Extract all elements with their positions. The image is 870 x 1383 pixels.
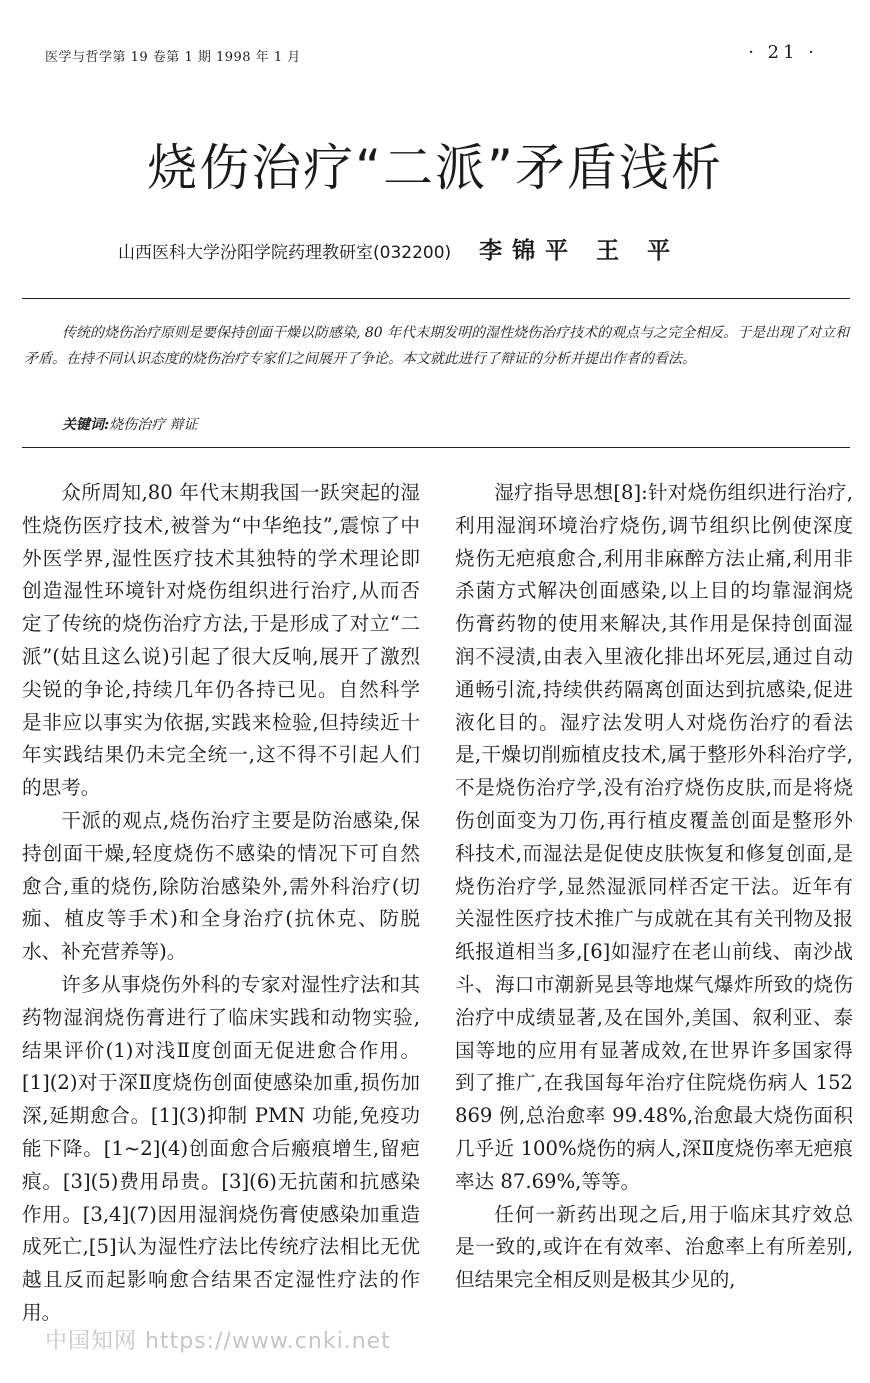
body-right-column (455, 477, 853, 1297)
body-left-column (22, 477, 420, 1330)
keywords-label: 关键词: (62, 417, 110, 433)
affiliation: 山西医科大学汾阳学院药理教研室(032200) (118, 243, 452, 263)
abstract: 传统的烧伤治疗原则是要保持创面干燥以防感染, 80 年代末期发明的湿性烧伤治疗技术的观点与之完全相反。于是出现了对立和矛盾。在持不同认识态度的烧伤治疗专家们之间展开了争论。本文就此进行了辩证的分析并提出作者的看法。 (24, 325, 850, 367)
authors: 李锦平 王 平 (479, 237, 681, 264)
paragraph: 湿疗指导思想[8]:针对烧伤组织进行治疗,利用湿润环境治疗烧伤,调节组织比例使深度烧伤无疤痕愈合,利用非麻醉方法止痛,利用非杀菌方式解决创面感染,以上目的均靠湿润烧伤膏药物的使用来解决,其作用是保持创面湿润不浸渍,由表入里液化排出坏死层,通过自动通畅引流,持续供药隔离创面达到抗感染,促进液化目的。湿疗法发明人对烧伤治疗的看法是,干燥切削痂植皮技术,属于整形外科治疗学,不是烧伤治疗学,没有治疗烧伤皮肤,而是将烧伤创面变为刀伤,再行植皮覆盖创面是整形外科技术,而湿法是促使皮肤恢复和修复创面,是烧伤治疗学,显然湿派同样否定干法。近年有关湿性医疗技术推广与成就在其有关刊物及报纸报道相当多,[6]如湿疗在老山前线、南沙战斗、海口市潮新晃县等地煤气爆炸所致的烧伤治疗中成绩显著,及在国外,美国、叙利亚、泰国等地的应用有显著成效,在世界许多国家得到了推广,在我国每年治疗住院烧伤病人 152 869 例,总治愈率 99.48%,治愈最大烧伤面积几乎近 100%烧伤的病人,深Ⅱ度烧伤率无疤痕率达 87.69%,等等。 (455, 481, 853, 1193)
paragraph: 众所周知,80 年代末期我国一跃突起的湿性烧伤医疗技术,被誉为“中华绝技”,震惊了中外医学界,湿性医疗技术其独特的学术理论即创造湿性环境针对烧伤组织进行治疗,从而否定了传统的烧伤治疗方法,于是形成了对立“二派”(姑且这么说)引起了很大反响,展开了激烈尖锐的争论,持续几年仍各持已见。自然科学是非应以事实为依据,实践来检验,但持续近十年实践结果仍未完全统一,这不得不引起人们的思考。 (22, 481, 420, 800)
keywords-value: 烧伤治疗 辩证 (109, 417, 198, 433)
page-number: · 21 · (748, 42, 818, 63)
journal-header: 医学与哲学第 19 卷第 1 期 1998 年 1 月 (45, 50, 301, 65)
abstract-top-rule (22, 298, 850, 299)
byline (118, 232, 680, 265)
abstract-bottom-rule (22, 447, 850, 448)
paragraph: 许多从事烧伤外科的专家对湿性疗法和其药物湿润烧伤膏进行了临床实践和动物实验,结果评价(1)对浅Ⅱ度创面无促进愈合作用。[1](2)对于深Ⅱ度烧伤创面使感染加重,损伤加深,延期愈合。[1](3)抑制 PMN 功能,免疫功能下降。[1~2](4)创面愈合后瘢痕增生,留疤痕。[3](5)费用昂贵。[3](6)无抗菌和抗感染作用。[3,4](7)因用湿润烧伤膏使感染加重造成死亡,[5]认为湿性疗法比传统疗法相比无优越且反而起影响愈合结果否定湿性疗法的作用。 (22, 972, 420, 1324)
cnki-watermark: 中国知网 https://www.cnki.net (45, 1329, 391, 1354)
paragraph: 干派的观点,烧伤治疗主要是防治感染,保持创面干燥,轻度烧伤不感染的情况下可自然愈合,重的烧伤,除防治感染外,需外科治疗(切痂、植皮等手术)和全身治疗(抗休克、防脱水、补充营养等)。 (22, 808, 420, 964)
keywords (62, 414, 198, 434)
paragraph: 任何一新药出现之后,用于临床其疗效总是一致的,或许在有效率、治愈率上有所差别,但结果完全相反则是极其少见的, (455, 1202, 853, 1292)
article-title: 烧伤治疗“二派”矛盾浅析 (147, 139, 723, 197)
